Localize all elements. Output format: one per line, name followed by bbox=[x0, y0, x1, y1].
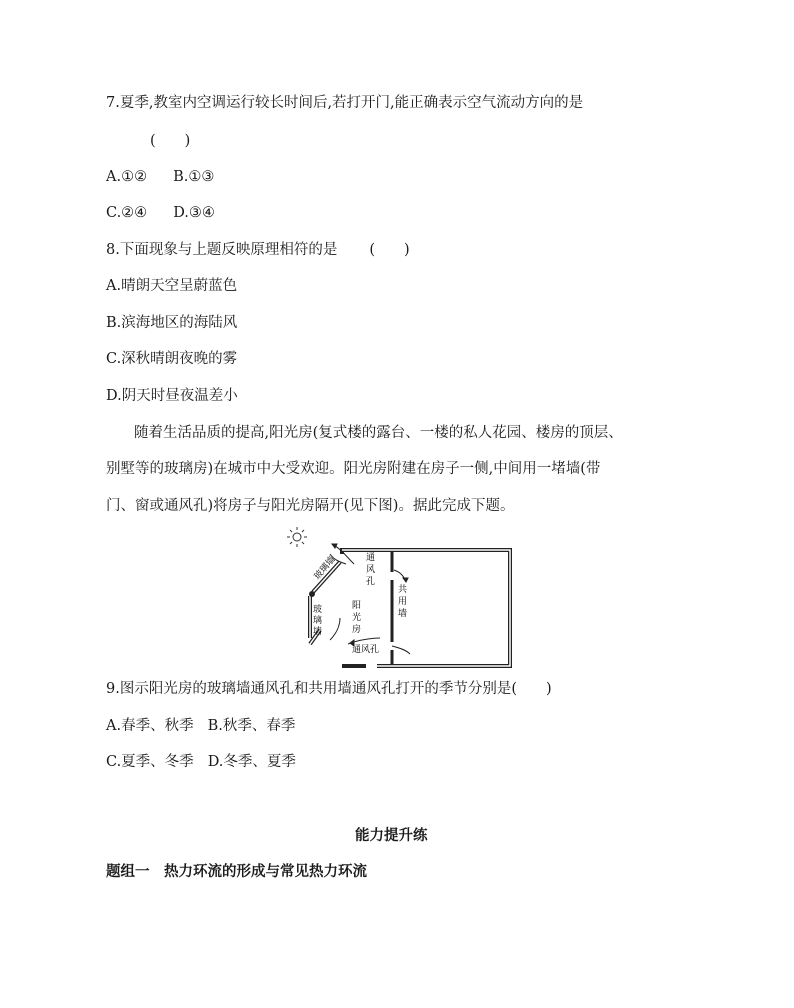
q7-answer-paren: ( ) bbox=[150, 133, 191, 149]
shared-wall-char-3: 墙 bbox=[398, 609, 408, 619]
q9-option-b: B.秋季、春季 bbox=[207, 718, 296, 734]
q8-answer-paren: ( ) bbox=[369, 242, 410, 258]
q9-option-a: A.春季、秋季 bbox=[106, 718, 194, 734]
section-title: 能力提升练 bbox=[355, 827, 428, 844]
sunroom-char-3: 房 bbox=[352, 625, 362, 635]
shared-wall-label bbox=[398, 583, 410, 619]
sunroom-label bbox=[352, 600, 364, 635]
vent-top-char-1: 通 bbox=[366, 553, 376, 563]
q7-options-row-2 bbox=[106, 203, 215, 223]
q8-stem: 8.下面现象与上题反映原理相符的是 bbox=[106, 242, 338, 258]
q8-option-d: D.阴天时昼夜温差小 bbox=[106, 388, 238, 404]
glass-wall-side-char-3: 墙 bbox=[313, 627, 323, 637]
vent-top-char-2: 风 bbox=[366, 565, 376, 575]
sunroom-diagram bbox=[280, 522, 520, 672]
q7-option-c: C.②④ bbox=[106, 205, 148, 221]
sunroom-char-2: 光 bbox=[352, 613, 362, 623]
glass-wall-side-label bbox=[313, 603, 325, 637]
vent-top-char-3: 孔 bbox=[366, 577, 376, 587]
q8-option-c: C.深秋晴朗夜晚的雾 bbox=[106, 351, 238, 367]
passage-line-3: 门、窗或通风孔)将房子与阳光房隔开(见下图)。据此完成下题。 bbox=[106, 498, 515, 514]
sun-icon bbox=[287, 527, 307, 547]
q7-option-b: B.①③ bbox=[173, 169, 215, 185]
glass-wall-side-char-1: 玻 bbox=[313, 605, 323, 615]
passage-line-2: 别墅等的玻璃房)在城市中大受欢迎。阳光房附建在房子一侧,中间用一堵墙(带 bbox=[106, 461, 601, 477]
glass-wall-top-label: 玻璃墙 bbox=[312, 554, 338, 582]
q7-option-d: D.③④ bbox=[173, 205, 215, 221]
q9-option-c: C.夏季、冬季 bbox=[106, 754, 194, 770]
q8-option-a: A.晴朗天空呈蔚蓝色 bbox=[106, 278, 238, 294]
vent-top-label bbox=[366, 552, 378, 587]
sunroom-char-1: 阳 bbox=[352, 601, 362, 611]
q9-options-row-2 bbox=[106, 752, 296, 772]
shared-wall-char-1: 共 bbox=[398, 585, 408, 595]
glass-wall-side-char-2: 璃 bbox=[313, 616, 323, 626]
q8-text bbox=[106, 240, 410, 260]
q9-options-row-1 bbox=[106, 716, 295, 736]
q7-option-a: A.①② bbox=[106, 169, 148, 185]
q7-text: 7.夏季,教室内空调运行较长时间后,若打开门,能正确表示空气流动方向的是 bbox=[106, 95, 584, 111]
vent-bottom-label: 通风孔 bbox=[352, 645, 380, 655]
passage-line-1: 随着生活品质的提高,阳光房(复式楼的露台、一楼的私人花园、楼房的顶层、 bbox=[134, 425, 623, 441]
q8-option-b: B.滨海地区的海陆风 bbox=[106, 315, 238, 331]
q7-options-row-1 bbox=[106, 167, 214, 187]
q9-text: 9.图示阳光房的玻璃墙通风孔和共用墙通风孔打开的季节分别是( ) bbox=[106, 681, 552, 697]
q9-option-d: D.冬季、夏季 bbox=[207, 754, 296, 770]
section-group-title: 题组一 热力环流的形成与常见热力环流 bbox=[106, 863, 367, 880]
shared-wall-char-2: 用 bbox=[398, 597, 408, 607]
